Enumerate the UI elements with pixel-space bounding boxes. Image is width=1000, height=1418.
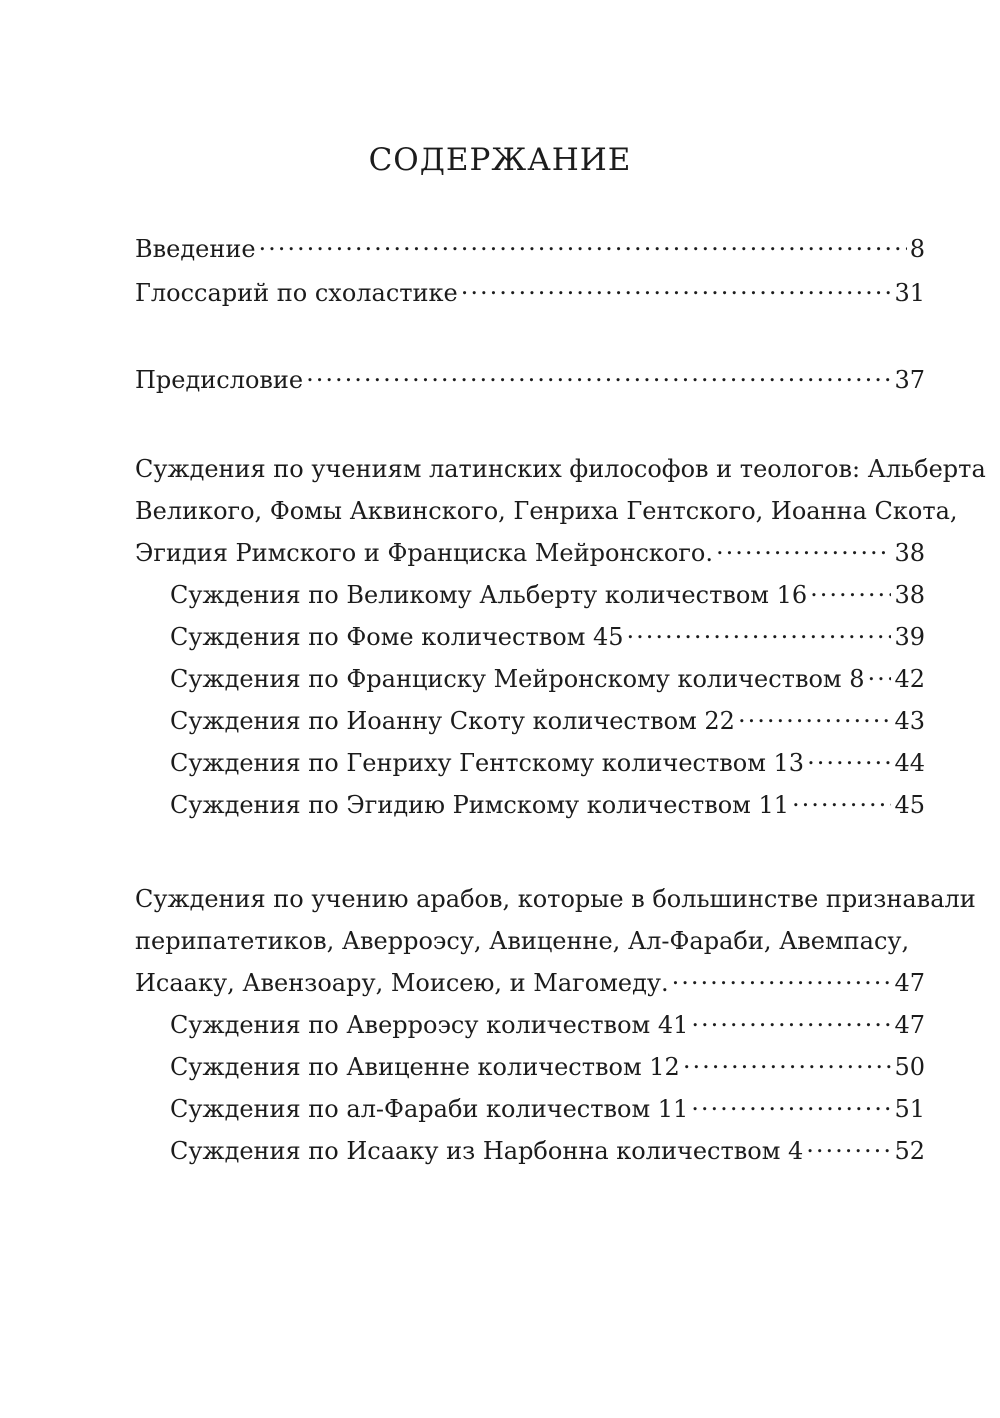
- entry-text: Суждения по Аверроэсу количеством 41: [170, 1011, 689, 1039]
- page-number: 51: [894, 1095, 925, 1123]
- entry-text: Введение: [135, 235, 256, 263]
- dot-leader: [627, 621, 892, 645]
- page-number: 39: [894, 623, 925, 651]
- toc-subentry-thomas: [135, 616, 925, 658]
- entry-text: Глоссарий по схоластике: [135, 279, 458, 307]
- page-number: 47: [894, 1011, 925, 1039]
- toc-entry-introduction: [135, 228, 925, 270]
- dot-leader: [738, 705, 892, 729]
- dot-leader: [683, 1051, 892, 1075]
- entry-text-line: Суждения по учениям латинских философов и теологов: Альберта: [135, 455, 986, 483]
- toc-subentry-francis-meyronnes: [135, 658, 925, 700]
- toc-subentry-averroes: [135, 1004, 925, 1046]
- page-number: 43: [894, 707, 925, 735]
- entry-text-line: Великого, Фомы Аквинского, Генриха Гентского, Иоанна Скота,: [135, 497, 958, 525]
- page-number: 8: [909, 235, 925, 263]
- dot-leader: [672, 967, 892, 991]
- entry-text: Суждения по Франциску Мейронскому количеством 8: [170, 665, 865, 693]
- toc-entry-glossary: [135, 272, 925, 314]
- dot-leader: [868, 663, 892, 687]
- page-title: СОДЕРЖАНИЕ: [368, 142, 632, 178]
- entry-text: Суждения по Авиценне количеством 12: [170, 1053, 680, 1081]
- page-number: 44: [894, 749, 925, 777]
- entry-text: Суждения по ал-Фараби количеством 11: [170, 1095, 689, 1123]
- toc-subentry-albert: [135, 574, 925, 616]
- entry-text: Суждения по Генриху Гентскому количеством 13: [170, 749, 805, 777]
- toc-subentry-duns-scotus: [135, 700, 925, 742]
- toc-subentry-avicenna: [135, 1046, 925, 1088]
- dot-leader: [691, 1093, 891, 1117]
- page-number: 38: [894, 539, 925, 567]
- entry-text: Суждения по Эгидию Римскому количеством 11: [170, 791, 790, 819]
- toc-subentry-al-farabi: [135, 1088, 925, 1130]
- dot-leader: [807, 747, 891, 771]
- entry-text: Эгидия Римского и Франциска Мейронского.: [135, 539, 713, 567]
- entry-text-line: Суждения по учению арабов, которые в большинстве признавали: [135, 885, 976, 913]
- page-number: 50: [894, 1053, 925, 1081]
- entry-text: Суждения по Исааку из Нарбонна количеством 4: [170, 1137, 804, 1165]
- toc-entry-preface: [135, 359, 925, 401]
- toc-subentry-giles-rome: [135, 784, 925, 826]
- page-number: 47: [894, 969, 925, 997]
- toc-subentry-henry-ghent: [135, 742, 925, 784]
- toc-entry-latin-philosophers: [135, 448, 986, 574]
- entry-text: Суждения по Иоанну Скоту количеством 22: [170, 707, 735, 735]
- entry-text-line: перипатетиков, Аверроэсу, Авиценне, Ал-Фараби, Авемпасу,: [135, 927, 910, 955]
- entry-text: Суждения по Фоме количеством 45: [170, 623, 624, 651]
- toc-subentry-isaac-narbonne: [135, 1130, 925, 1172]
- page-number: 37: [894, 366, 925, 394]
- page-number: 38: [894, 581, 925, 609]
- dot-leader: [691, 1009, 891, 1033]
- entry-text: Предисловие: [135, 366, 304, 394]
- dot-leader: [716, 537, 891, 561]
- dot-leader: [259, 233, 907, 257]
- dot-leader: [810, 579, 891, 603]
- entry-text: Суждения по Великому Альберту количеством 16: [170, 581, 808, 609]
- dot-leader: [806, 1135, 891, 1159]
- page-number: 52: [894, 1137, 925, 1165]
- table-of-contents: [135, 228, 986, 1172]
- entry-text: Исааку, Авензоару, Моисею, и Магомеду.: [135, 969, 669, 997]
- page-number: 42: [894, 665, 925, 693]
- dot-leader: [306, 364, 891, 388]
- dot-leader: [461, 277, 892, 301]
- page-number: 45: [894, 791, 925, 819]
- page-number: 31: [894, 279, 925, 307]
- dot-leader: [792, 789, 891, 813]
- toc-entry-arabs: [135, 878, 976, 1004]
